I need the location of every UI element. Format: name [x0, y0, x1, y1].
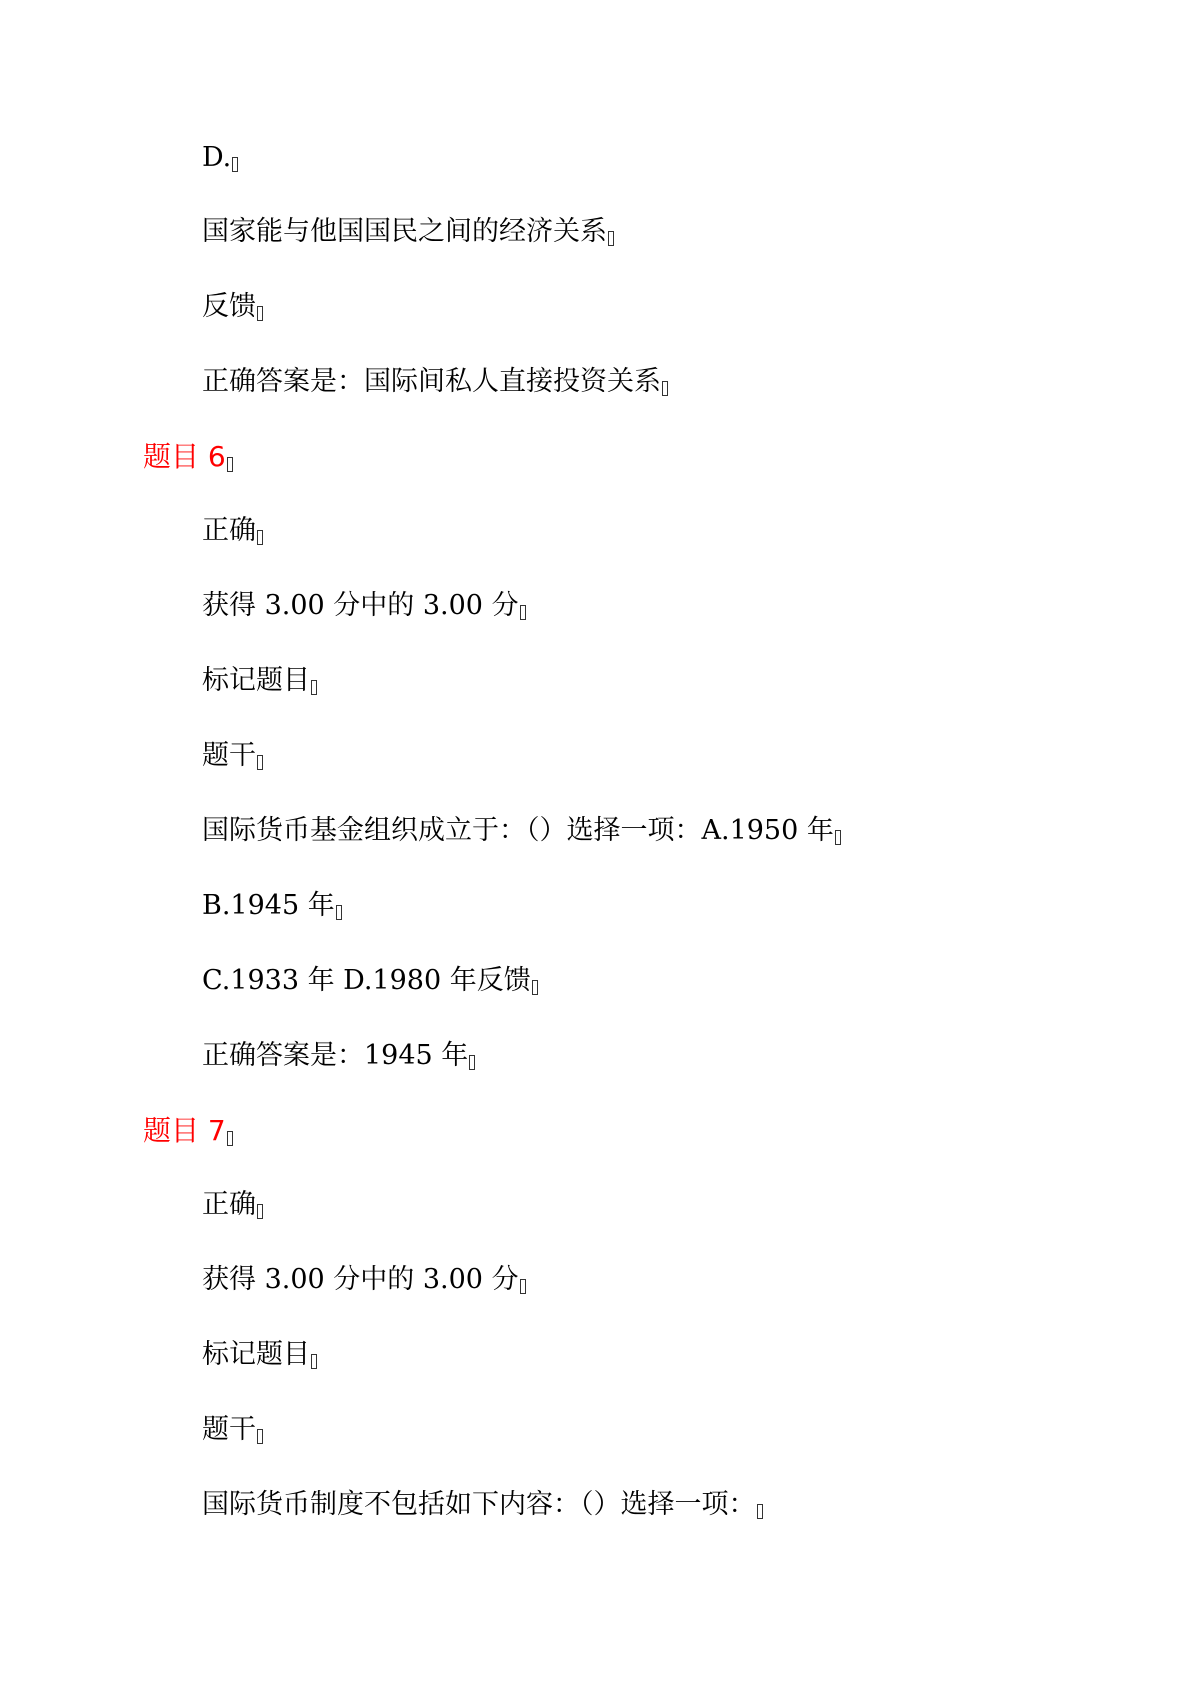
- question-stem-text: [202, 813, 841, 849]
- line-text: 题干: [202, 740, 256, 771]
- correct-answer-text: [202, 364, 668, 400]
- paragraph-mark-icon: [520, 605, 526, 620]
- status-correct: [202, 1187, 263, 1223]
- paragraph-mark-icon: [757, 1504, 763, 1519]
- heading-text: 题目 7: [143, 1114, 226, 1147]
- option-d-text: [202, 214, 614, 250]
- line-text: 正确: [202, 515, 256, 546]
- paragraph-mark-icon: [532, 980, 538, 995]
- line-text: 标记题目: [202, 665, 310, 696]
- paragraph-mark-icon: [232, 157, 238, 172]
- question-heading: [143, 439, 233, 475]
- feedback-label: [202, 289, 263, 325]
- line-text: 国际货币制度不包括如下内容：（）选择一项：: [202, 1489, 756, 1520]
- paragraph-mark-icon: [257, 1429, 263, 1444]
- option-b-text: [202, 888, 342, 924]
- question-stem-label: [202, 738, 263, 774]
- status-correct: [202, 513, 263, 549]
- flag-question-label: [202, 663, 317, 699]
- line-text: 反馈: [202, 291, 256, 322]
- line-text: 题干: [202, 1414, 256, 1445]
- paragraph-mark-icon: [469, 1055, 475, 1070]
- paragraph-mark-icon: [336, 905, 342, 920]
- paragraph-mark-icon: [520, 1279, 526, 1294]
- question-heading: [143, 1113, 233, 1149]
- option-c-d-feedback-text: [202, 963, 538, 999]
- line-text: 国家能与他国国民之间的经济关系: [202, 216, 607, 247]
- paragraph-mark-icon: [311, 1354, 317, 1369]
- line-text: C.1933 年 D.1980 年反馈: [202, 965, 531, 996]
- option-d-label: [202, 140, 238, 176]
- flag-question-label: [202, 1337, 317, 1373]
- paragraph-mark-icon: [835, 830, 841, 845]
- line-text: 获得 3.00 分中的 3.00 分: [202, 1264, 519, 1295]
- line-text: 国际货币基金组织成立于：（）选择一项：A.1950 年: [202, 815, 834, 846]
- paragraph-mark-icon: [662, 381, 668, 396]
- correct-answer-text: [202, 1038, 475, 1074]
- heading-text: 题目 6: [143, 440, 226, 473]
- score-text: [202, 1262, 526, 1298]
- paragraph-mark-icon: [227, 1131, 233, 1146]
- paragraph-mark-icon: [608, 231, 614, 246]
- paragraph-mark-icon: [257, 1204, 263, 1219]
- question-stem-text: [202, 1487, 763, 1523]
- line-text: 获得 3.00 分中的 3.00 分: [202, 590, 519, 621]
- paragraph-mark-icon: [311, 680, 317, 695]
- paragraph-mark-icon: [257, 755, 263, 770]
- paragraph-mark-icon: [257, 306, 263, 321]
- line-text: 正确答案是：1945 年: [202, 1040, 469, 1071]
- line-text: B.1945 年: [202, 890, 335, 921]
- line-text: D.: [202, 142, 232, 173]
- question-stem-label: [202, 1412, 263, 1448]
- line-text: 正确答案是：国际间私人直接投资关系: [202, 366, 661, 397]
- line-text: 标记题目: [202, 1339, 310, 1370]
- paragraph-mark-icon: [257, 530, 263, 545]
- score-text: [202, 588, 526, 624]
- line-text: 正确: [202, 1189, 256, 1220]
- paragraph-mark-icon: [227, 457, 233, 472]
